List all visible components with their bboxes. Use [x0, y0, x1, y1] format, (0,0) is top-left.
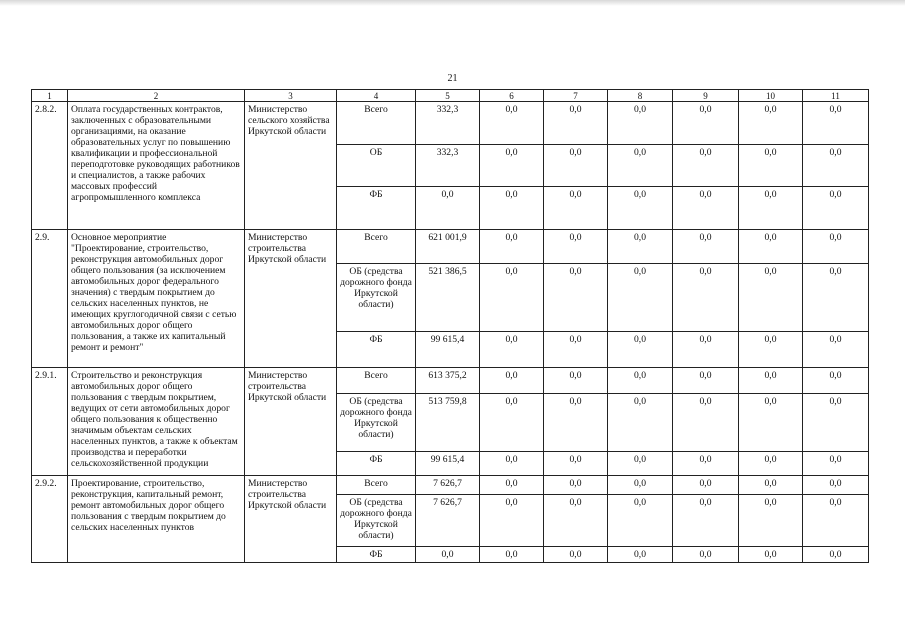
value-cell: 0,0 — [416, 547, 480, 563]
funding-source-cell: ФБ — [337, 187, 416, 230]
column-header: 9 — [673, 90, 739, 102]
value-cell: 0,0 — [803, 264, 869, 332]
value-cell: 0,0 — [480, 452, 544, 476]
value-cell: 0,0 — [803, 102, 869, 145]
value-cell: 0,0 — [739, 187, 803, 230]
value-cell: 0,0 — [416, 187, 480, 230]
value-cell: 0,0 — [673, 264, 739, 332]
value-cell: 0,0 — [673, 102, 739, 145]
value-cell: 0,0 — [608, 394, 673, 452]
value-cell: 621 001,9 — [416, 230, 480, 264]
value-cell: 0,0 — [544, 495, 608, 547]
value-cell: 0,0 — [739, 452, 803, 476]
value-cell: 0,0 — [480, 547, 544, 563]
column-header: 8 — [608, 90, 673, 102]
value-cell: 0,0 — [608, 332, 673, 368]
value-cell: 0,0 — [803, 230, 869, 264]
value-cell: 0,0 — [544, 452, 608, 476]
value-cell: 0,0 — [803, 368, 869, 394]
value-cell: 0,0 — [673, 547, 739, 563]
executor-cell: Министерство строительства Иркутской области — [245, 476, 337, 563]
activity-number: 2.9.2. — [32, 476, 68, 563]
table-row — [32, 102, 869, 145]
column-header: 2 — [68, 90, 245, 102]
value-cell: 0,0 — [544, 230, 608, 264]
funding-source-cell: ФБ — [337, 332, 416, 368]
value-cell: 0,0 — [544, 102, 608, 145]
value-cell: 0,0 — [739, 230, 803, 264]
activity-name: Оплата государственных контрактов, заключенных с образовательными организациями, на оказание образовательных услуг по повышению квалификации и профессиональной переподготовке руководящих работников и специалистов, а также рабочих массовых профессий агропромышленного комплекса — [68, 102, 245, 230]
value-cell: 0,0 — [803, 187, 869, 230]
executor-cell: Министерство сельского хозяйства Иркутской области — [245, 102, 337, 230]
value-cell: 0,0 — [673, 332, 739, 368]
activity-name: Основное мероприятие "Проектирование, строительство, реконструкция автомобильных дорог общего пользования (за исключением автомобильных дорог федерального значения) с твердым покрытием до сельских населенных пунктов, не имеющих круглогодичной связи с сетью автомобильных дорог общего пользования, а также их капитальный ремонт и ремонт" — [68, 230, 245, 368]
value-cell: 0,0 — [739, 368, 803, 394]
column-header: 1 — [32, 90, 68, 102]
activity-number: 2.8.2. — [32, 102, 68, 230]
value-cell: 0,0 — [544, 368, 608, 394]
value-cell: 0,0 — [544, 264, 608, 332]
value-cell: 0,0 — [803, 476, 869, 495]
value-cell: 0,0 — [739, 145, 803, 187]
value-cell: 0,0 — [544, 394, 608, 452]
value-cell: 0,0 — [673, 452, 739, 476]
activity-number: 2.9.1. — [32, 368, 68, 476]
value-cell: 0,0 — [480, 264, 544, 332]
value-cell: 0,0 — [803, 394, 869, 452]
value-cell: 0,0 — [608, 145, 673, 187]
value-cell: 0,0 — [480, 476, 544, 495]
value-cell: 0,0 — [673, 476, 739, 495]
funding-source-cell: Всего — [337, 368, 416, 394]
value-cell: 0,0 — [480, 187, 544, 230]
column-header: 4 — [337, 90, 416, 102]
column-header: 7 — [544, 90, 608, 102]
value-cell: 0,0 — [739, 264, 803, 332]
executor-cell: Министерство строительства Иркутской области — [245, 230, 337, 368]
table-row — [32, 230, 869, 264]
funding-source-cell: ОБ (средства дорожного фонда Иркутской области) — [337, 495, 416, 547]
value-cell: 0,0 — [480, 230, 544, 264]
header-row — [32, 90, 869, 102]
value-cell: 0,0 — [608, 476, 673, 495]
value-cell: 0,0 — [739, 476, 803, 495]
column-header: 10 — [739, 90, 803, 102]
value-cell: 0,0 — [480, 102, 544, 145]
value-cell: 0,0 — [673, 368, 739, 394]
value-cell: 0,0 — [739, 102, 803, 145]
value-cell: 0,0 — [673, 145, 739, 187]
value-cell: 0,0 — [480, 495, 544, 547]
value-cell: 0,0 — [803, 547, 869, 563]
funding-source-cell: ОБ (средства дорожного фонда Иркутской области) — [337, 394, 416, 452]
funding-source-cell: Всего — [337, 102, 416, 145]
value-cell: 0,0 — [673, 394, 739, 452]
value-cell: 0,0 — [608, 102, 673, 145]
column-header: 3 — [245, 90, 337, 102]
executor-cell: Министерство строительства Иркутской области — [245, 368, 337, 476]
value-cell: 0,0 — [544, 476, 608, 495]
value-cell: 332,3 — [416, 102, 480, 145]
value-cell: 521 386,5 — [416, 264, 480, 332]
funding-source-cell: ОБ (средства дорожного фонда Иркутской области) — [337, 264, 416, 332]
value-cell: 0,0 — [480, 394, 544, 452]
value-cell: 0,0 — [608, 264, 673, 332]
funding-source-cell: Всего — [337, 230, 416, 264]
value-cell: 0,0 — [480, 368, 544, 394]
funding-source-cell: ФБ — [337, 452, 416, 476]
column-header: 6 — [480, 90, 544, 102]
activity-name: Проектирование, строительство, реконструкция, капитальный ремонт, ремонт автомобильных дорог общего пользования с твердым покрытием до сельских населенных пунктов — [68, 476, 245, 563]
value-cell: 0,0 — [544, 332, 608, 368]
table-row — [32, 476, 869, 495]
value-cell: 0,0 — [739, 394, 803, 452]
value-cell: 513 759,8 — [416, 394, 480, 452]
value-cell: 7 626,7 — [416, 495, 480, 547]
value-cell: 0,0 — [673, 495, 739, 547]
value-cell: 0,0 — [608, 368, 673, 394]
value-cell: 0,0 — [480, 332, 544, 368]
column-header: 5 — [416, 90, 480, 102]
value-cell: 0,0 — [608, 452, 673, 476]
activity-number: 2.9. — [32, 230, 68, 368]
value-cell: 0,0 — [480, 145, 544, 187]
value-cell: 0,0 — [544, 187, 608, 230]
page-number: 21 — [447, 73, 458, 84]
value-cell: 0,0 — [803, 452, 869, 476]
value-cell: 0,0 — [608, 495, 673, 547]
value-cell: 7 626,7 — [416, 476, 480, 495]
column-header: 11 — [803, 90, 869, 102]
funding-source-cell: ОБ — [337, 145, 416, 187]
funding-source-cell: ФБ — [337, 547, 416, 563]
value-cell: 0,0 — [803, 495, 869, 547]
value-cell: 0,0 — [739, 332, 803, 368]
value-cell: 0,0 — [608, 230, 673, 264]
value-cell: 0,0 — [673, 230, 739, 264]
table-row — [32, 368, 869, 394]
value-cell: 99 615,4 — [416, 332, 480, 368]
value-cell: 613 375,2 — [416, 368, 480, 394]
activity-name: Строительство и реконструкция автомобильных дорог общего пользования с твердым покрытием, ведущих от сети автомобильных дорог общего пользования к общественно значимым объектам сельских населенных пунктов, а также к объектам производства и переработки сельскохозяйственной продукции — [68, 368, 245, 476]
value-cell: 0,0 — [544, 547, 608, 563]
value-cell: 0,0 — [608, 547, 673, 563]
value-cell: 0,0 — [803, 145, 869, 187]
value-cell: 0,0 — [739, 495, 803, 547]
budget-table — [31, 89, 869, 563]
value-cell: 99 615,4 — [416, 452, 480, 476]
value-cell: 0,0 — [803, 332, 869, 368]
value-cell: 0,0 — [739, 547, 803, 563]
value-cell: 0,0 — [608, 187, 673, 230]
scan-edge — [0, 0, 905, 6]
value-cell: 0,0 — [544, 145, 608, 187]
value-cell: 0,0 — [673, 187, 739, 230]
funding-source-cell: Всего — [337, 476, 416, 495]
value-cell: 332,3 — [416, 145, 480, 187]
